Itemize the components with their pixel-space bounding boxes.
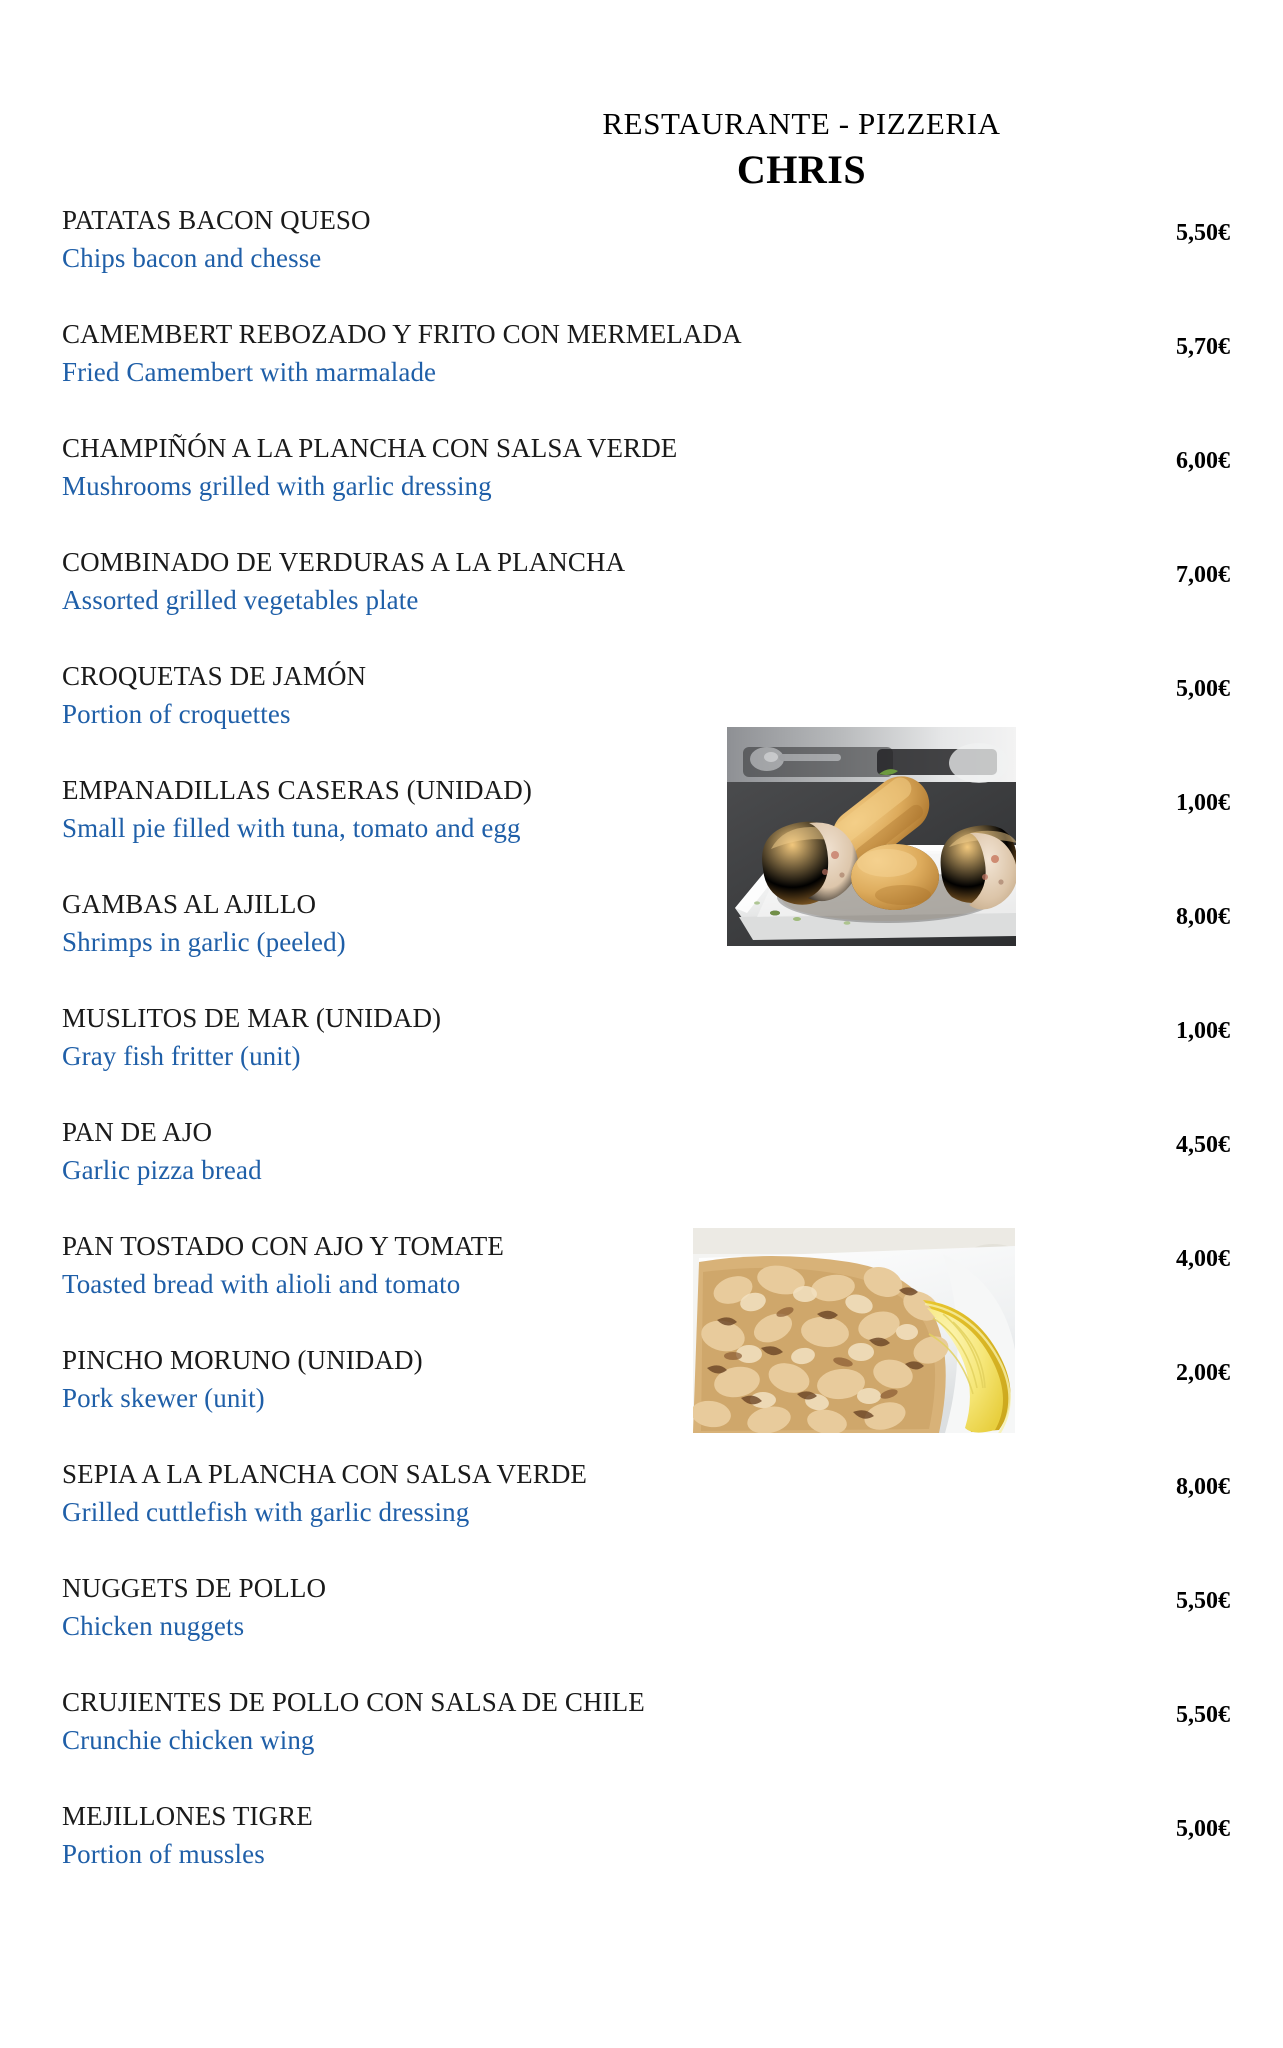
- menu-item-texts: [0, 1231, 504, 1300]
- menu-item-row: [0, 319, 1283, 433]
- dish-description: Small pie filled with tuna, tomato and egg: [62, 812, 521, 843]
- croquettes-photo: [727, 727, 1016, 946]
- menu-item-row: [0, 1003, 1283, 1117]
- menu-item-texts: [0, 1459, 587, 1528]
- dish-name: PINCHO MORUNO (UNIDAD): [62, 1345, 423, 1375]
- menu-item-texts: [0, 661, 366, 730]
- menu-item-texts: [0, 889, 346, 958]
- menu-item-texts: [0, 205, 371, 274]
- menu-item-row: [0, 1231, 1283, 1345]
- menu-item-row: [0, 547, 1283, 661]
- dish-price: 4,00€: [1176, 1246, 1230, 1272]
- dish-price: 5,50€: [1176, 1702, 1230, 1728]
- dish-price: 5,00€: [1176, 1816, 1230, 1842]
- menu-item-texts: [0, 547, 625, 616]
- dish-price: 8,00€: [1176, 1474, 1230, 1500]
- menu-item-texts: [0, 433, 677, 502]
- dish-description: Crunchie chicken wing: [62, 1724, 315, 1755]
- menu-item-row: [0, 1801, 1283, 1915]
- menu-item-texts: [0, 1345, 423, 1414]
- dish-description: Fried Camembert with marmalade: [62, 356, 437, 387]
- dish-description: Portion of croquettes: [62, 698, 291, 729]
- menu-item-row: [0, 205, 1283, 319]
- dish-name: CROQUETAS DE JAMÓN: [62, 661, 367, 691]
- dish-price: 2,00€: [1176, 1360, 1230, 1386]
- menu-item-texts: [0, 775, 532, 844]
- restaurant-name-title: CHRIS: [736, 146, 867, 192]
- menu-item-row: [0, 1117, 1283, 1231]
- dish-description: Gray fish fritter (unit): [62, 1040, 301, 1071]
- dish-price: 5,50€: [1176, 220, 1230, 246]
- menu-item-row: [0, 1573, 1283, 1687]
- dish-price: 7,00€: [1176, 562, 1230, 588]
- restaurant-type-title: RESTAURANTE - PIZZERIA: [602, 106, 1001, 141]
- menu-item-row: [0, 775, 1283, 889]
- menu-item-row: [0, 889, 1283, 1003]
- menu-header: [0, 108, 1283, 193]
- dish-price: 5,50€: [1176, 1588, 1230, 1614]
- menu-item-row: [0, 661, 1283, 775]
- dish-price: 5,70€: [1176, 334, 1230, 360]
- dish-name: GAMBAS AL AJILLO: [62, 889, 317, 919]
- dish-description: Pork skewer (unit): [62, 1382, 265, 1413]
- dish-name: EMPANADILLAS CASERAS (UNIDAD): [62, 775, 532, 805]
- dish-name: PAN TOSTADO CON AJO Y TOMATE: [62, 1231, 504, 1261]
- dish-name: PATATAS BACON QUESO: [62, 205, 371, 235]
- dish-price: 5,00€: [1176, 676, 1230, 702]
- dish-name: CHAMPIÑÓN A LA PLANCHA CON SALSA VERDE: [62, 433, 678, 463]
- dish-description: Mushrooms grilled with garlic dressing: [62, 470, 492, 501]
- dish-price: 8,00€: [1176, 904, 1230, 930]
- menu-item-texts: [0, 1117, 262, 1186]
- menu-item-list: [0, 205, 1283, 1915]
- menu-item-row: [0, 1345, 1283, 1459]
- dish-price: 4,50€: [1176, 1132, 1230, 1158]
- dish-description: Chicken nuggets: [62, 1610, 245, 1641]
- dish-price: 1,00€: [1176, 790, 1230, 816]
- dish-description: Assorted grilled vegetables plate: [62, 584, 419, 615]
- dish-name: PAN DE AJO: [62, 1117, 213, 1147]
- menu-item-texts: [0, 1003, 441, 1072]
- fried-seafood-photo: [693, 1228, 1015, 1433]
- dish-description: Grilled cuttlefish with garlic dressing: [62, 1496, 470, 1527]
- menu-item-texts: [0, 319, 742, 388]
- dish-name: SEPIA A LA PLANCHA CON SALSA VERDE: [62, 1459, 588, 1489]
- menu-item-texts: [0, 1687, 645, 1756]
- dish-name: MUSLITOS DE MAR (UNIDAD): [62, 1003, 442, 1033]
- dish-price: 1,00€: [1176, 1018, 1230, 1044]
- dish-description: Shrimps in garlic (peeled): [62, 926, 346, 957]
- dish-name: MEJILLONES TIGRE: [62, 1801, 313, 1831]
- menu-item-row: [0, 1687, 1283, 1801]
- menu-item-row: [0, 1459, 1283, 1573]
- dish-name: CAMEMBERT REBOZADO Y FRITO CON MERMELADA: [62, 319, 742, 349]
- dish-name: NUGGETS DE POLLO: [62, 1573, 327, 1603]
- menu-item-texts: [0, 1573, 326, 1642]
- dish-name: CRUJIENTES DE POLLO CON SALSA DE CHILE: [62, 1687, 645, 1717]
- dish-description: Toasted bread with alioli and tomato: [62, 1268, 461, 1299]
- dish-description: Garlic pizza bread: [62, 1154, 262, 1185]
- dish-description: Portion of mussles: [62, 1838, 265, 1869]
- dish-description: Chips bacon and chesse: [62, 242, 322, 273]
- menu-item-texts: [0, 1801, 313, 1870]
- dish-name: COMBINADO DE VERDURAS A LA PLANCHA: [62, 547, 626, 577]
- dish-price: 6,00€: [1176, 448, 1230, 474]
- menu-item-row: [0, 433, 1283, 547]
